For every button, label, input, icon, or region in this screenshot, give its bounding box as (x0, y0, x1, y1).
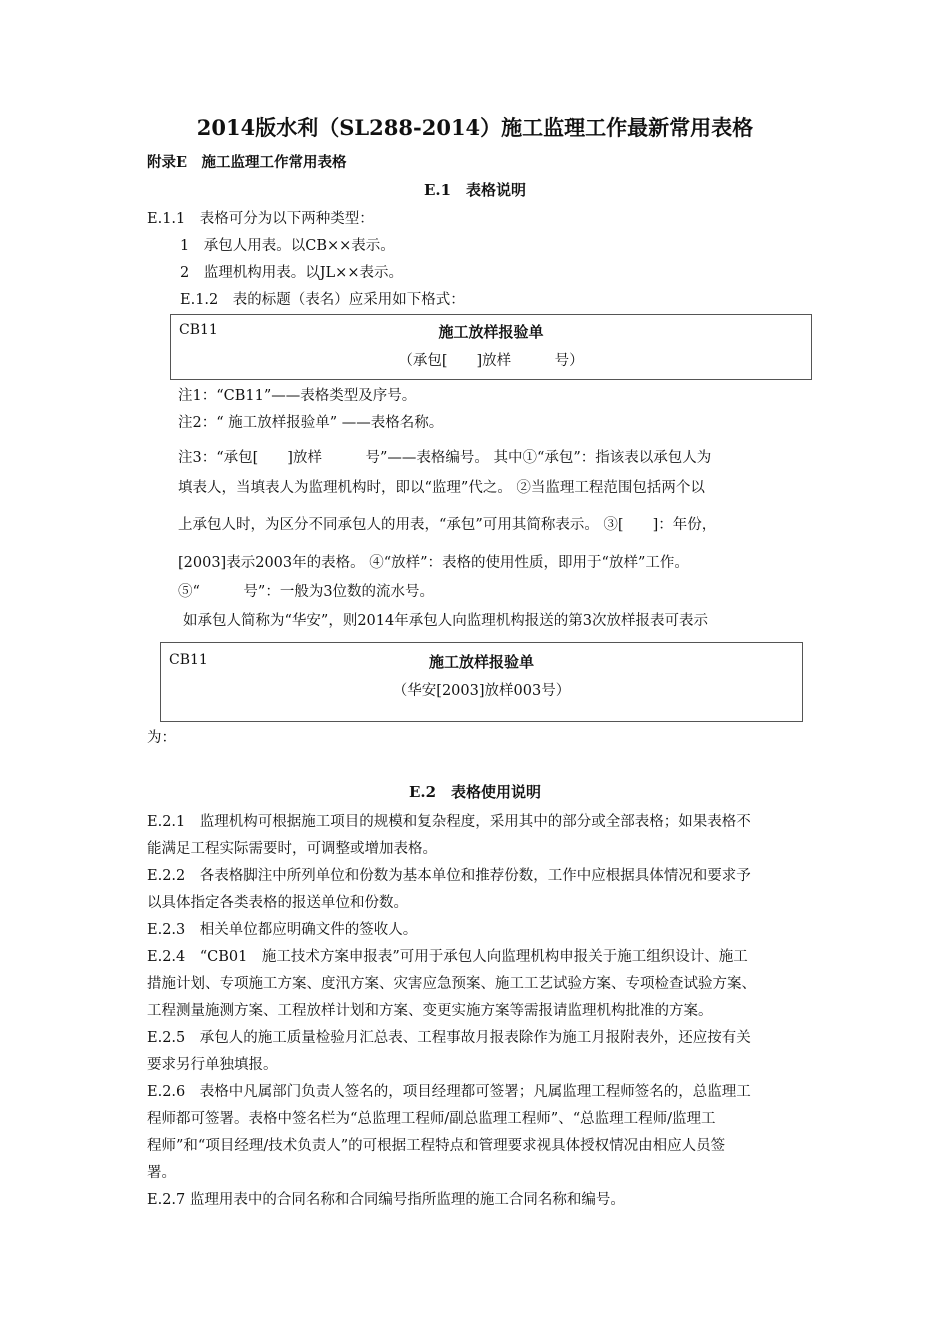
clause-e12: E.1.2 表的标题（表名）应采用如下格式： (180, 292, 465, 308)
e2-line: 以具体指定各类表格的报送单位和份数。 (147, 895, 408, 911)
note-2: 注2：“ 施工放样报验单” ——表格名称。 (178, 415, 444, 431)
e2-line: E.2.6 表格中凡属部门负责人签名的，项目经理都可签署；凡属监理工程师签名的，总监理工 (147, 1084, 751, 1100)
section-e1-heading: E.1 表格说明 (423, 181, 527, 199)
form-name: 施工放样报验单 (438, 323, 544, 341)
e2-line: 工程测量施测方案、工程放样计划和方案、变更实施方案等需报请监理机构批准的方案。 (147, 1003, 713, 1019)
e2-line: E.2.3 相关单位都应明确文件的签收人。 (147, 922, 418, 938)
example-line: 如承包人简称为“华安”，则2014年承包人向监理机构报送的第3次放样报表可表示 (183, 613, 708, 629)
e2-line: 措施计划、专项施工方案、度汛方案、灾害应急预案、施工工艺试验方案、专项检查试验方案、 (147, 976, 756, 992)
note-3-line-5: ⑤“ 号”：一般为3位数的流水号。 (178, 584, 435, 600)
form-code: CB11 (169, 652, 208, 668)
clause-e11-item-2: 2 监理机构用表。以JL××表示。 (180, 265, 403, 281)
e2-line: 要求另行单独填报。 (147, 1057, 278, 1073)
note-3-line-4: [2003]表示2003年的表格。 ④“放样”：表格的使用性质，即用于“放样”工作。 (178, 555, 689, 571)
e2-line: 署。 (147, 1165, 176, 1181)
note-1: 注1：“CB11”——表格类型及序号。 (178, 388, 417, 404)
appendix-title: 附录E 施工监理工作常用表格 (147, 154, 347, 171)
e2-line: E.2.2 各表格脚注中所列单位和份数为基本单位和推荐份数，工作中应根据具体情况和要求予 (147, 868, 751, 884)
note-3-line-1: 注3：“承包[ ]放样 号”——表格编号。 其中①“承包”：指该表以承包人为 (178, 450, 712, 466)
e2-line: E.2.5 承包人的施工质量检验月汇总表、工程事故月报表除作为施工月报附表外，还应按有关 (147, 1030, 751, 1046)
section-e2-heading: E.2 表格使用说明 (408, 783, 542, 801)
e2-line: 能满足工程实际需要时，可调整或增加表格。 (147, 841, 437, 857)
example-form-header-1 (170, 314, 812, 380)
form-number: （承包[ ]放样 号） (398, 353, 584, 369)
e2-line: 程师都可签署。表格中签名栏为“总监理工程师/副总监理工程师”、“总监理工程师/监理工 (147, 1111, 716, 1127)
form-number: （华安[2003]放样003号） (392, 683, 571, 699)
note-3-line-3: 上承包人时，为区分不同承包人的用表，“承包”可用其简称表示。 ③[ ]：年份， (178, 517, 717, 533)
clause-e11-item-1: 1 承包人用表。以CB××表示。 (180, 238, 395, 254)
form-name: 施工放样报验单 (428, 653, 534, 671)
clause-e11: E.1.1 表格可分为以下两种类型： (147, 211, 374, 227)
example-suffix: 为： (147, 730, 176, 746)
document-title: 2014版水利（SL288-2014）施工监理工作最新常用表格 (196, 115, 754, 140)
e2-line: E.2.4 “CB01 施工技术方案申报表”可用于承包人向监理机构申报关于施工组织设计、施工 (147, 949, 748, 965)
e2-line: E.2.7 监理用表中的合同名称和合同编号指所监理的施工合同名称和编号。 (147, 1192, 625, 1208)
form-code: CB11 (179, 322, 218, 338)
note-3-line-2: 填表人，当填表人为监理机构时，即以“监理”代之。 ②当监理工程范围包括两个以 (178, 480, 705, 496)
e2-line: E.2.1 监理机构可根据施工项目的规模和复杂程度，采用其中的部分或全部表格；如果表格不 (147, 814, 751, 830)
example-form-header-2 (160, 642, 803, 722)
e2-line: 程师”和“项目经理/技术负责人”的可根据工程特点和管理要求视具体授权情况由相应人员签 (147, 1138, 726, 1154)
